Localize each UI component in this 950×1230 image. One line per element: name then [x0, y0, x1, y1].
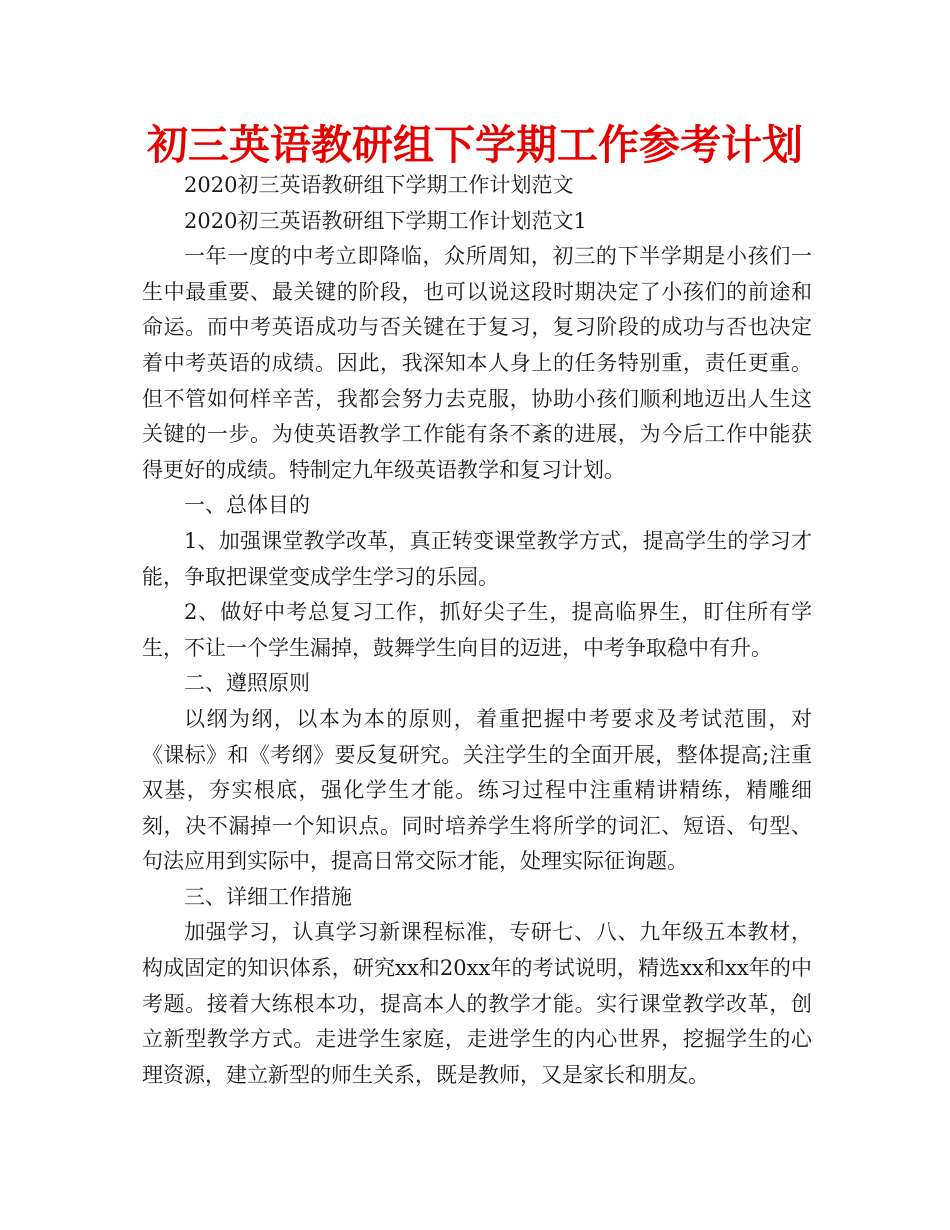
paragraph-subtitle: 2020初三英语教研组下学期工作计划范文	[184, 173, 574, 197]
paragraph-goal-1: 1、加强课堂教学改革，真正转变课堂教学方式，提高学生的学习才能，争取把课堂变成学生学习的乐园。	[142, 528, 812, 589]
section-heading-goals: 一、总体目的	[184, 493, 310, 518]
paragraph-measures: 加强学习，认真学习新课程标准，专研七、八、九年级五本教材，构成固定的知识体系，研究xx和20xx年的考试说明，精选xx和xx年的中考题。接着大练根本功，提高本人的教学才能。实行课堂教学改革，创立新型教学方式。走进学生家庭，走进学生的内心世界，挖掘学生的心理资源，建立新型的师生关系，既是教师，又是家长和朋友。	[142, 920, 812, 1087]
section-heading-measures: 三、详细工作措施	[184, 884, 352, 909]
document-body	[142, 168, 812, 1093]
section-heading-principles: 二、遵照原则	[184, 671, 310, 696]
paragraph-subtitle-1: 2020初三英语教研组下学期工作计划范文1	[184, 208, 587, 233]
document-title: 初三英语教研组下学期工作参考计划	[147, 121, 803, 169]
paragraph-goal-2: 2、做好中考总复习工作，抓好尖子生，提高临界生，盯住所有学生，不让一个学生漏掉，鼓舞学生向目的迈进，中考争取稳中有升。	[142, 600, 812, 660]
paragraph-intro: 一年一度的中考立即降临，众所周知，初三的下半学期是小孩们一生中最重要、最关键的阶段，也可以说这段时期决定了小孩们的前途和命运。而中考英语成功与否关键在于复习，复习阶段的成功与否也决定着中考英语的成绩。因此，我深知本人身上的任务特别重，责任更重。但不管如何样辛苦，我都会努力去克服，协助小孩们顺利地迈出人生这关键的一步。为使英语教学工作能有条不紊的进展，为今后工作中能获得更好的成绩。特制定九年级英语教学和复习计划。	[142, 244, 812, 482]
paragraph-principles: 以纲为纲，以本为本的原则，着重把握中考要求及考试范围，对《课标》和《考纲》要反复研究。关注学生的全面开展，整体提高;注重双基，夯实根底，强化学生才能。练习过程中注重精讲精练，精雕细刻，决不漏掉一个知识点。同时培养学生将所学的词汇、短语、句型、句法应用到实际中，提高日常交际才能，处理实际征询题。	[142, 706, 812, 874]
